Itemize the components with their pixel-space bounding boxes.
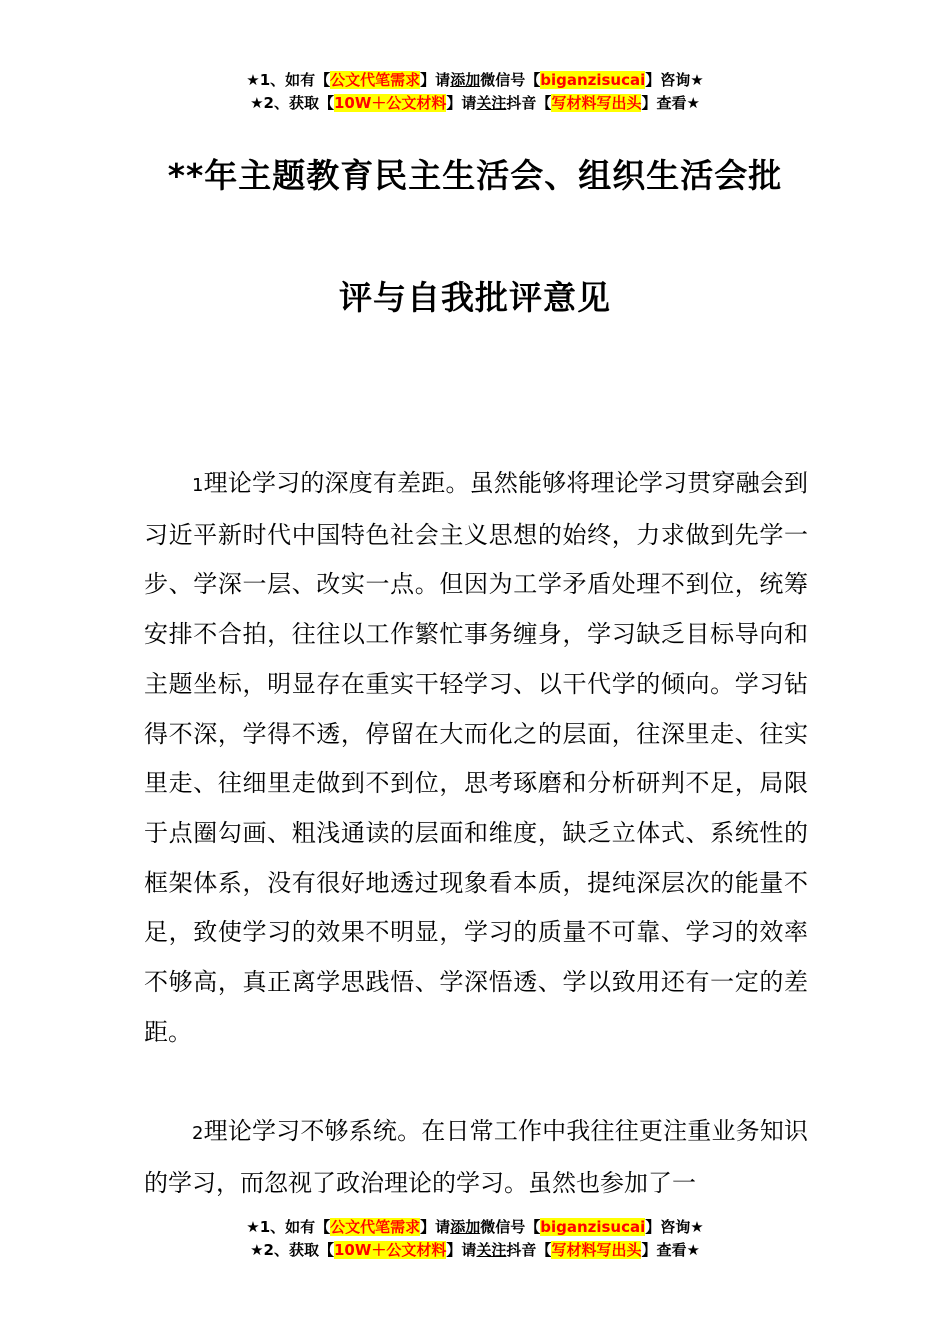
paragraph-number: 1	[192, 475, 204, 496]
paragraph-number: 2	[192, 1123, 204, 1144]
underlined-text: 添加	[450, 71, 481, 89]
highlight-text: biganzisucai	[540, 1218, 646, 1236]
highlight-text: biganzisucai	[540, 71, 646, 89]
banner-line-2: ★2、获取【10W＋公文材料】请关注抖音【写材料写出头】查看★	[250, 94, 700, 112]
body-paragraph-1	[144, 459, 808, 1057]
highlight-text: 写材料写出头	[551, 94, 642, 112]
banner-line-1: ★1、如有【公文代笔需求】请添加微信号【biganzisucai】咨询★	[246, 71, 704, 89]
highlight-text: 公文代笔需求	[330, 1218, 421, 1236]
underlined-text: 添加	[450, 1218, 481, 1236]
footer-banner	[0, 1216, 950, 1262]
highlight-text: 写材料写出头	[551, 1241, 642, 1259]
banner-line-1: ★1、如有【公文代笔需求】请添加微信号【biganzisucai】咨询★	[246, 1218, 704, 1236]
paragraph-text: 理论学习的深度有差距。虽然能够将理论学习贯穿融会到习近平新时代中国特色社会主义思想的始终，力求做到先学一步、学深一层、改实一点。但因为工学矛盾处理不到位，统筹安排不合拍，往往以工作繁忙事务缠身，学习缺乏目标导向和主题坐标，明显存在重实干轻学习、以干代学的倾向。学习钻得不深，学得不透，停留在大而化之的层面，往深里走、往实里走、往细里走做到不到位，思考琢磨和分析研判不足，局限于点圈勾画、粗浅通读的层面和维度，缺乏立体式、系统性的框架体系，没有很好地透过现象看本质，提纯深层次的能量不足，致使学习的效果不明显，学习的质量不可靠、学习的效率不够高，真正离学思践悟、学深悟透、学以致用还有一定的差距。	[144, 469, 808, 1046]
banner-line-2: ★2、获取【10W＋公文材料】请关注抖音【写材料写出头】查看★	[250, 1241, 700, 1259]
body-paragraph-2	[144, 1107, 808, 1208]
document-title-line-1: **年主题教育民主生活会、组织生活会批	[167, 156, 783, 195]
underlined-text: 关注	[476, 94, 507, 112]
highlight-text: 公文代笔需求	[330, 71, 421, 89]
document-title-line-2: 评与自我批评意见	[339, 278, 611, 317]
paragraph-text: 理论学习不够系统。在日常工作中我往往更注重业务知识的学习，而忽视了政治理论的学习。虽然也参加了一	[144, 1117, 808, 1197]
highlight-text: 10W＋公文材料	[333, 1241, 447, 1259]
highlight-text: 10W＋公文材料	[333, 94, 447, 112]
underlined-text: 关注	[476, 1241, 507, 1259]
header-banner	[0, 69, 950, 115]
